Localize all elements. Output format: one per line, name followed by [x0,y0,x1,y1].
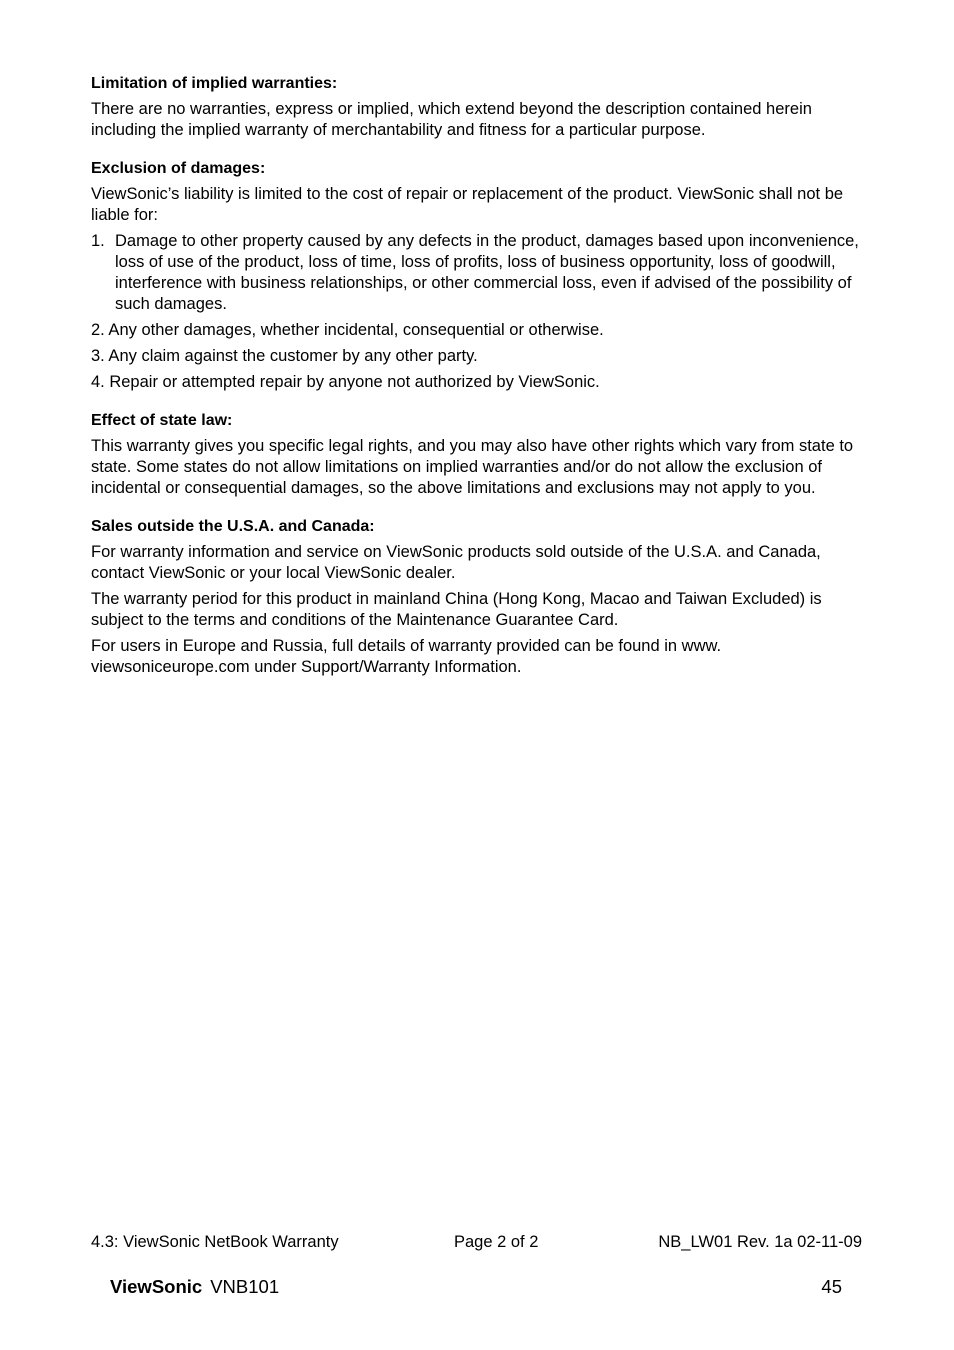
section-body-state-law: This warranty gives you specific legal rights, and you may also have other rights which vary from state to state. Some states do not allow limitations on implied warranties and/or do not allow the exclusion of incidental or consequential damages, so the above limitations and exclusions may not apply to you. [91,437,854,497]
section-heading-exclusion: Exclusion of damages: [91,160,266,177]
list-item-number: 1. [91,232,105,250]
page-footer [110,1276,842,1300]
footer-page-count: Page 2 of 2 [454,1233,539,1251]
list-item [91,231,866,315]
page-number: 45 [821,1276,842,1297]
footer-doc-title: 4.3: ViewSonic NetBook Warranty [91,1233,339,1251]
footer-brand: ViewSonic [110,1276,203,1297]
list-item-text: Damage to other property caused by any defects in the product, damages based upon inconvenience, loss of use of the product, loss of time, loss of profits, loss of business opportunity, loss of goodwill, interference with business relationships, or other commercial loss, even if advised of the possibility of such damages. [115,232,859,313]
section-body-exclusion: ViewSonic’s liability is limited to the cost of repair or replacement of the product. ViewSonic shall not be liable for: [91,185,844,224]
document-body [91,73,866,683]
list-item: 4. Repair or attempted repair by anyone not authorized by ViewSonic. [91,373,600,391]
section-heading-outside: Sales outside the U.S.A. and Canada: [91,518,375,535]
footer-model: VNB101 [210,1276,280,1297]
document-footer [91,1233,862,1255]
list-item: 2. Any other damages, whether incidental, consequential or otherwise. [91,321,604,339]
section-paragraph: For users in Europe and Russia, full details of warranty provided can be found in www. viewsoniceurope.com under Support/Warranty Information. [91,637,722,676]
exclusion-list [91,231,866,393]
section-heading-state-law: Effect of state law: [91,412,233,429]
section-body-limitation: There are no warranties, express or implied, which extend beyond the description contained herein including the implied warranty of merchantability and fitness for a particular purpose. [91,100,812,139]
section-paragraph: For warranty information and service on ViewSonic products sold outside of the U.S.A. and Canada, contact ViewSonic or your local ViewSonic dealer. [91,543,821,582]
list-item: 3. Any claim against the customer by any other party. [91,347,478,365]
footer-revision: NB_LW01 Rev. 1a 02-11-09 [658,1233,862,1251]
section-heading-limitation: Limitation of implied warranties: [91,75,338,92]
section-paragraph: The warranty period for this product in mainland China (Hong Kong, Macao and Taiwan Excluded) is subject to the terms and conditions of the Maintenance Guarantee Card. [91,590,822,629]
